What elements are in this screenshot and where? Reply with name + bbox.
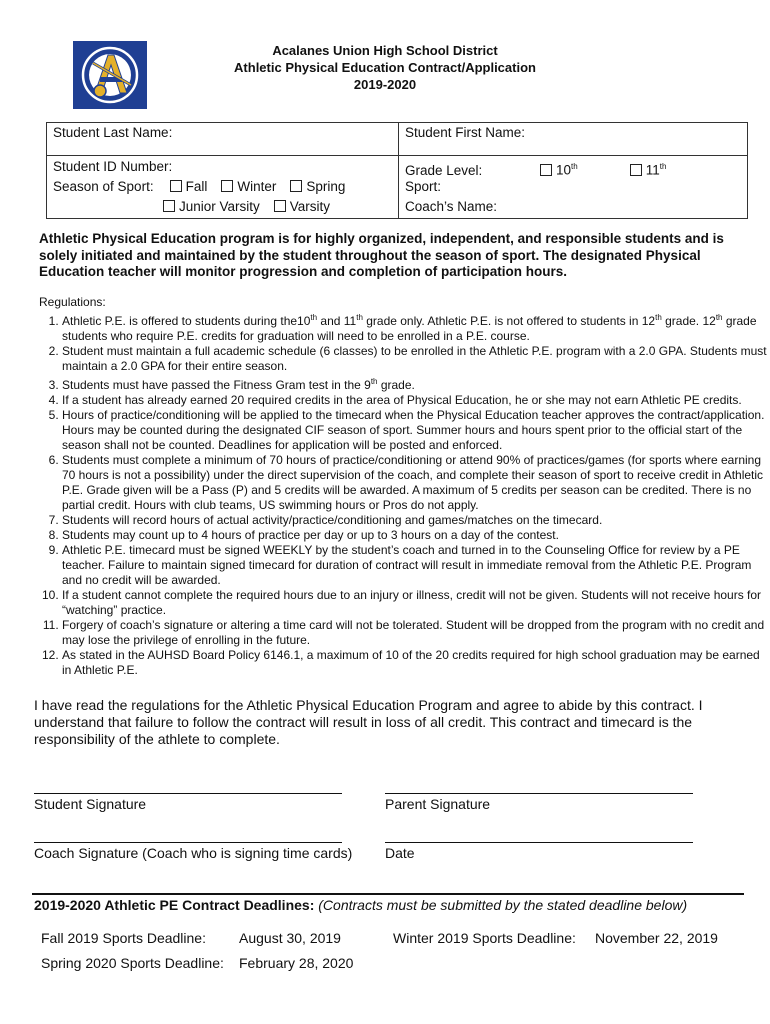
fall-deadline-date: August 30, 2019 [239, 930, 341, 946]
regulation-text: Athletic P.E. is offered to students during the10 [62, 314, 311, 328]
spring-label: Spring [306, 179, 346, 194]
ordinal-suffix: th [356, 313, 363, 322]
ordinal-suffix: th [310, 313, 318, 322]
regulation-item: 12. As stated in the AUHSD Board Policy 6146.1, a maximum of 10 of the 20 credits required for high school graduation may be earned in Athletic P.E. [62, 648, 767, 678]
junior-varsity-checkbox[interactable] [163, 200, 175, 212]
last-name-label: Student Last Name: [53, 125, 173, 140]
winter-deadline-date: November 22, 2019 [595, 930, 718, 946]
coach-name-label[interactable]: Coach’s Name: [405, 199, 498, 214]
grade-row [405, 157, 741, 177]
regulation-item: 2. Student must maintain a full academic schedule (6 classes) to be enrolled in the Athletic P.E. program with a 2.0 GPA. Students must maintain a 2.0 GPA for their entire season. [62, 344, 767, 374]
ordinal-suffix: th [370, 377, 378, 386]
school-year: 2019-2020 [353, 77, 417, 92]
ordinal-suffix: th [715, 313, 723, 322]
regulation-item: 7. Students will record hours of actual activity/practice/conditioning and games/matches on the timecard. [62, 513, 767, 528]
parent-signature-label: Parent Signature [385, 796, 491, 812]
last-name-cell[interactable] [47, 123, 399, 156]
regulation-item: 4. If a student has already earned 20 required credits in the area of Physical Education, he or she may not earn Athletic PE credits. [62, 393, 767, 408]
regulation-text: and 11 [317, 314, 357, 328]
deadlines-title: 2019-2020 Athletic PE Contract Deadlines: [34, 897, 315, 913]
junior-varsity-label: Junior Varsity [179, 199, 260, 214]
regulation-text: grade. 12 [661, 314, 716, 328]
regulation-item: 9. Athletic P.E. timecard must be signed WEEKLY by the student’s coach and turned in to the Counseling Office for review by a PE teacher. Failure to maintain signed timecard for duration of contract will result in immediate removal from the Athletic P.E. Program and no credit will be awarded. [62, 543, 767, 588]
regulation-item: 10. If a student cannot complete the required hours due to an injury or illness, credit will not be given. Students will not receive hours for “watching” practice. [62, 588, 767, 618]
winter-label: Winter [237, 179, 277, 194]
regulation-item: 11. Forgery of coach’s signature or altering a time card will not be tolerated. Student will be dropped from the program with no credit and may lose the privilege of enrolling in the future. [62, 618, 767, 648]
regulation-item: 6. Students must complete a minimum of 70 hours of practice/conditioning or attend 90% of practices/games (for sports where earning 70 hours is not a possibility) under the direct supervision of the coach, and complete their season of sport to receive credit in Athletic P.E. Grade given will be a Pass (P) and 5 credits will be awarded. A maximum of 5 credits per season can be credited. There is no partial credit. Hours with club teams, US swimming hours or Pros do not apply. [62, 453, 767, 513]
grade-label: Grade Level: [405, 162, 483, 178]
regulation-item [62, 310, 767, 344]
regulation-text: grade only. Athletic P.E. is not offered to students in 12 [362, 314, 656, 328]
regulation-text: grade students who require P.E. credits for graduation will need to be enrolled in a P.E. course. [62, 314, 757, 343]
winter-deadline-label: Winter 2019 Sports Deadline: [393, 930, 576, 946]
spring-deadline-date: February 28, 2020 [239, 955, 354, 971]
grade-sport-cell [399, 156, 748, 219]
coach-signature-label: Coach Signature (Coach who is signing time cards) [34, 845, 353, 861]
program-description: Athletic Physical Education program is for highly organized, independent, and responsible students and is solely initiated and maintained by the student throughout the season of sport. The designated Physical Education teacher will monitor progression and completion of participation hours. [39, 231, 724, 279]
ordinal-suffix: th [655, 313, 662, 322]
grade-11-suffix: th [659, 162, 667, 171]
grade-10-label: 10 [556, 162, 572, 178]
regulation-text: Students must have passed the Fitness Gram test in the 9 [62, 378, 371, 392]
deadlines-note: (Contracts must be submitted by the stated deadline below) [318, 897, 688, 913]
regulations-list [39, 310, 767, 678]
regulation-item: 8. Students may count up to 4 hours of practice per day or up to 3 hours on a day of the contest. [62, 528, 767, 543]
document-title: Athletic Physical Education Contract/Application [234, 60, 536, 75]
spring-deadline-label: Spring 2020 Sports Deadline: [41, 955, 224, 971]
date-label: Date [385, 845, 415, 861]
grade-11-checkbox[interactable] [630, 164, 642, 176]
fall-checkbox[interactable] [170, 180, 182, 192]
coach-signature-line[interactable] [34, 842, 342, 843]
district-logo-icon [73, 41, 147, 109]
id-season-cell [47, 156, 399, 219]
level-row [53, 197, 392, 217]
student-info-table [46, 122, 748, 219]
district-logo [73, 41, 147, 109]
date-line[interactable] [385, 842, 693, 843]
regulations-title: Regulations: [39, 295, 106, 309]
sport-label[interactable]: Sport: [405, 179, 442, 194]
document-header [150, 42, 620, 93]
deadlines-heading [34, 897, 687, 913]
parent-signature-line[interactable] [385, 793, 693, 794]
student-signature-label: Student Signature [34, 796, 147, 812]
regulation-text: grade. [377, 378, 415, 392]
grade-10-suffix: th [571, 162, 578, 171]
varsity-label: Varsity [289, 199, 331, 214]
first-name-label: Student First Name: [405, 125, 526, 140]
fall-deadline-label: Fall 2019 Sports Deadline: [41, 930, 206, 946]
varsity-checkbox[interactable] [274, 200, 286, 212]
district-name: Acalanes Union High School District [272, 43, 498, 58]
student-signature-line[interactable] [34, 793, 342, 794]
regulation-item [62, 374, 767, 393]
winter-checkbox[interactable] [221, 180, 233, 192]
season-row [53, 177, 392, 197]
regulation-item: 5. Hours of practice/conditioning will be applied to the timecard when the Physical Education teacher approves the contract/application. Hours may be counted during the designated CIF season of sport. Summer hours and hours spent prior to the official start of the season shall not be counted. Deadlines for application will be posted and enforced. [62, 408, 767, 453]
grade-11-label: 11 [645, 162, 660, 178]
section-divider [32, 893, 744, 895]
spring-checkbox[interactable] [290, 180, 302, 192]
fall-label: Fall [185, 179, 208, 194]
season-label: Season of Sport: [53, 179, 154, 194]
first-name-cell[interactable] [399, 123, 748, 156]
grade-10-checkbox[interactable] [540, 164, 552, 176]
agreement-text: I have read the regulations for the Athletic Physical Education Program and agree to abide by this contract. I understand that failure to follow the contract will result in loss of all credit. This contract and timecard is the responsibility of the athlete to complete. [34, 697, 703, 747]
student-id-label[interactable]: Student ID Number: [53, 159, 173, 174]
